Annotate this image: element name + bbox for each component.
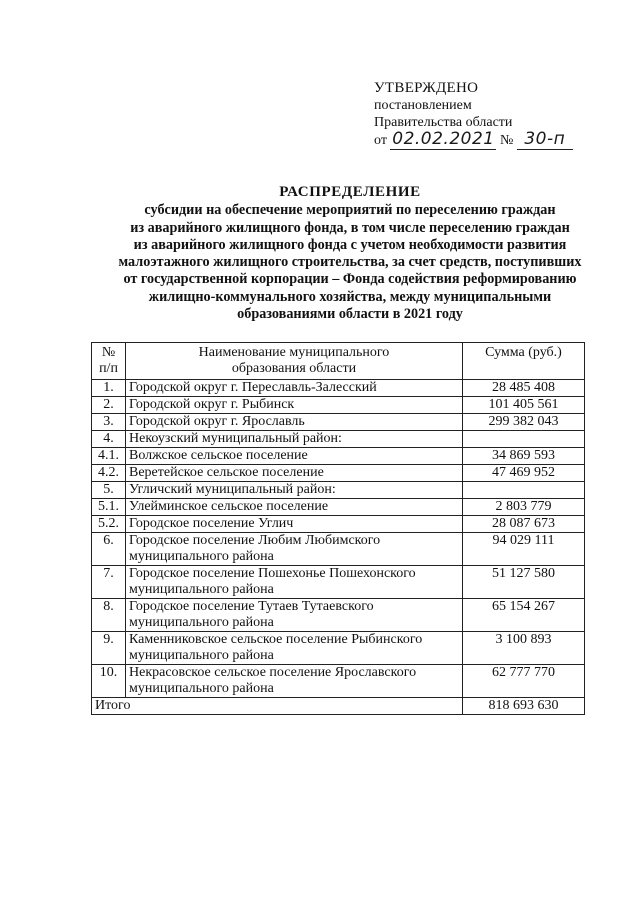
header-num-line-1: № bbox=[101, 345, 116, 360]
table-row bbox=[92, 431, 585, 448]
header-sum: Сумма (руб.) bbox=[463, 343, 585, 380]
row-sum: 101 405 561 bbox=[463, 397, 585, 414]
row-name bbox=[126, 414, 463, 431]
subtitle-line: субсидии на обеспечение мероприятий по переселению граждан bbox=[144, 202, 556, 219]
row-number: 5.1. bbox=[92, 499, 126, 516]
header-name-line-2: образования области bbox=[231, 361, 357, 376]
table-row bbox=[92, 397, 585, 414]
row-sum: 28 087 673 bbox=[463, 516, 585, 533]
distribution-table bbox=[91, 342, 585, 715]
handwritten-date-field bbox=[390, 131, 496, 150]
row-number: 1. bbox=[92, 380, 126, 397]
document-title-block bbox=[80, 184, 620, 323]
row-name-line-1: Городское поселение Тутаев Тутаевского bbox=[129, 599, 374, 614]
row-sum bbox=[463, 482, 585, 499]
approval-line-3: Правительства области bbox=[374, 115, 513, 130]
row-sum: 299 382 043 bbox=[463, 414, 585, 431]
row-name-line-1: Городское поселение Любим Любимского bbox=[129, 533, 381, 548]
table-row bbox=[92, 599, 585, 632]
row-sum: 34 869 593 bbox=[463, 448, 585, 465]
row-sum: 62 777 770 bbox=[463, 665, 585, 698]
handwritten-number-field bbox=[517, 131, 573, 150]
handwritten-number: 30-п bbox=[524, 129, 566, 149]
row-name-line-1: Некрасовское сельское поселение Ярославского bbox=[129, 665, 417, 680]
table-row bbox=[92, 516, 585, 533]
table-row bbox=[92, 533, 585, 566]
subtitle-line: из аварийного жилищного фонда с учетом необходимости развития bbox=[133, 236, 567, 253]
row-name bbox=[126, 431, 463, 448]
row-number: 4.1. bbox=[92, 448, 126, 465]
row-name bbox=[126, 499, 463, 516]
row-sum: 3 100 893 bbox=[463, 632, 585, 665]
row-name bbox=[126, 465, 463, 482]
approval-block bbox=[374, 80, 604, 150]
table-row bbox=[92, 665, 585, 698]
table-row bbox=[92, 380, 585, 397]
row-sum: 94 029 111 bbox=[463, 533, 585, 566]
approval-line-2: постановлением bbox=[374, 98, 472, 113]
row-sum: 65 154 267 bbox=[463, 599, 585, 632]
table-row bbox=[92, 499, 585, 516]
table-body bbox=[92, 380, 585, 698]
row-name-line-2: муниципального района bbox=[129, 549, 274, 564]
row-name bbox=[126, 482, 463, 499]
row-name-line-1: Улейминское сельское поселение bbox=[129, 499, 329, 514]
row-name-line-1: Городское поселение Углич bbox=[129, 516, 294, 531]
row-name-line-1: Каменниковское сельское поселение Рыбинского bbox=[129, 632, 423, 647]
table-header-row bbox=[92, 343, 585, 380]
row-number: 6. bbox=[92, 533, 126, 566]
handwritten-date: 02.02.2021 bbox=[392, 129, 495, 149]
subtitle-line: жилищно-коммунального хозяйства, между муниципальными bbox=[148, 288, 552, 305]
row-name bbox=[126, 516, 463, 533]
row-sum: 2 803 779 bbox=[463, 499, 585, 516]
header-num-line-2: п/п bbox=[99, 361, 118, 376]
row-number: 9. bbox=[92, 632, 126, 665]
row-name-line-2: муниципального района bbox=[129, 582, 274, 597]
approval-stamp: УТВЕРЖДЕНО bbox=[374, 80, 479, 96]
row-number: 2. bbox=[92, 397, 126, 414]
row-name bbox=[126, 566, 463, 599]
row-number: 5. bbox=[92, 482, 126, 499]
row-name bbox=[126, 599, 463, 632]
row-sum: 47 469 952 bbox=[463, 465, 585, 482]
document-title: РАСПРЕДЕЛЕНИЕ bbox=[279, 184, 421, 200]
subtitle-line: от государственной корпорации – Фонда содействия реформированию bbox=[123, 271, 577, 288]
header-name-line-1: Наименование муниципального bbox=[198, 345, 390, 360]
row-number: 10. bbox=[92, 665, 126, 698]
row-number: 3. bbox=[92, 414, 126, 431]
row-name-line-1: Городское поселение Пошехонье Пошехонского bbox=[129, 566, 416, 581]
row-name-line-2: муниципального района bbox=[129, 648, 274, 663]
approval-date-line bbox=[374, 131, 604, 150]
row-number: 4. bbox=[92, 431, 126, 448]
row-name-line-2: муниципального района bbox=[129, 681, 274, 696]
row-name-line-1: Веретейское сельское поселение bbox=[129, 465, 324, 480]
row-name bbox=[126, 665, 463, 698]
total-row bbox=[92, 698, 585, 715]
row-sum: 51 127 580 bbox=[463, 566, 585, 599]
row-name-line-2: муниципального района bbox=[129, 615, 274, 630]
table-row bbox=[92, 566, 585, 599]
row-number: 8. bbox=[92, 599, 126, 632]
table-row bbox=[92, 414, 585, 431]
subtitle-line: из аварийного жилищного фонда, в том числе переселению граждан bbox=[130, 219, 570, 236]
subtitle-line: образованиями области в 2021 году bbox=[237, 306, 463, 323]
row-sum: 28 485 408 bbox=[463, 380, 585, 397]
number-sign: № bbox=[499, 133, 514, 148]
row-sum bbox=[463, 431, 585, 448]
table-row bbox=[92, 448, 585, 465]
row-name-line-1: Некоузский муниципальный район: bbox=[129, 431, 342, 446]
table-row bbox=[92, 632, 585, 665]
row-name-line-1: Городской округ г. Переславль-Залесский bbox=[129, 380, 377, 395]
total-sum: 818 693 630 bbox=[463, 698, 585, 715]
table-row bbox=[92, 465, 585, 482]
row-name bbox=[126, 380, 463, 397]
header-name bbox=[126, 343, 463, 380]
table-row bbox=[92, 482, 585, 499]
row-name bbox=[126, 448, 463, 465]
row-name-line-1: Угличский муниципальный район: bbox=[129, 482, 336, 497]
row-name bbox=[126, 397, 463, 414]
row-name-line-1: Городской округ г. Рыбинск bbox=[129, 397, 295, 412]
header-num bbox=[92, 343, 126, 380]
row-name-line-1: Волжское сельское поселение bbox=[129, 448, 308, 463]
row-number: 5.2. bbox=[92, 516, 126, 533]
row-number: 4.2. bbox=[92, 465, 126, 482]
row-number: 7. bbox=[92, 566, 126, 599]
row-name bbox=[126, 632, 463, 665]
row-name-line-1: Городской округ г. Ярославль bbox=[129, 414, 305, 429]
row-name bbox=[126, 533, 463, 566]
approval-from-prefix: от bbox=[374, 133, 387, 148]
total-label: Итого bbox=[92, 698, 463, 715]
subtitle-line: малоэтажного жилищного строительства, за счет средств, поступивших bbox=[118, 254, 582, 271]
